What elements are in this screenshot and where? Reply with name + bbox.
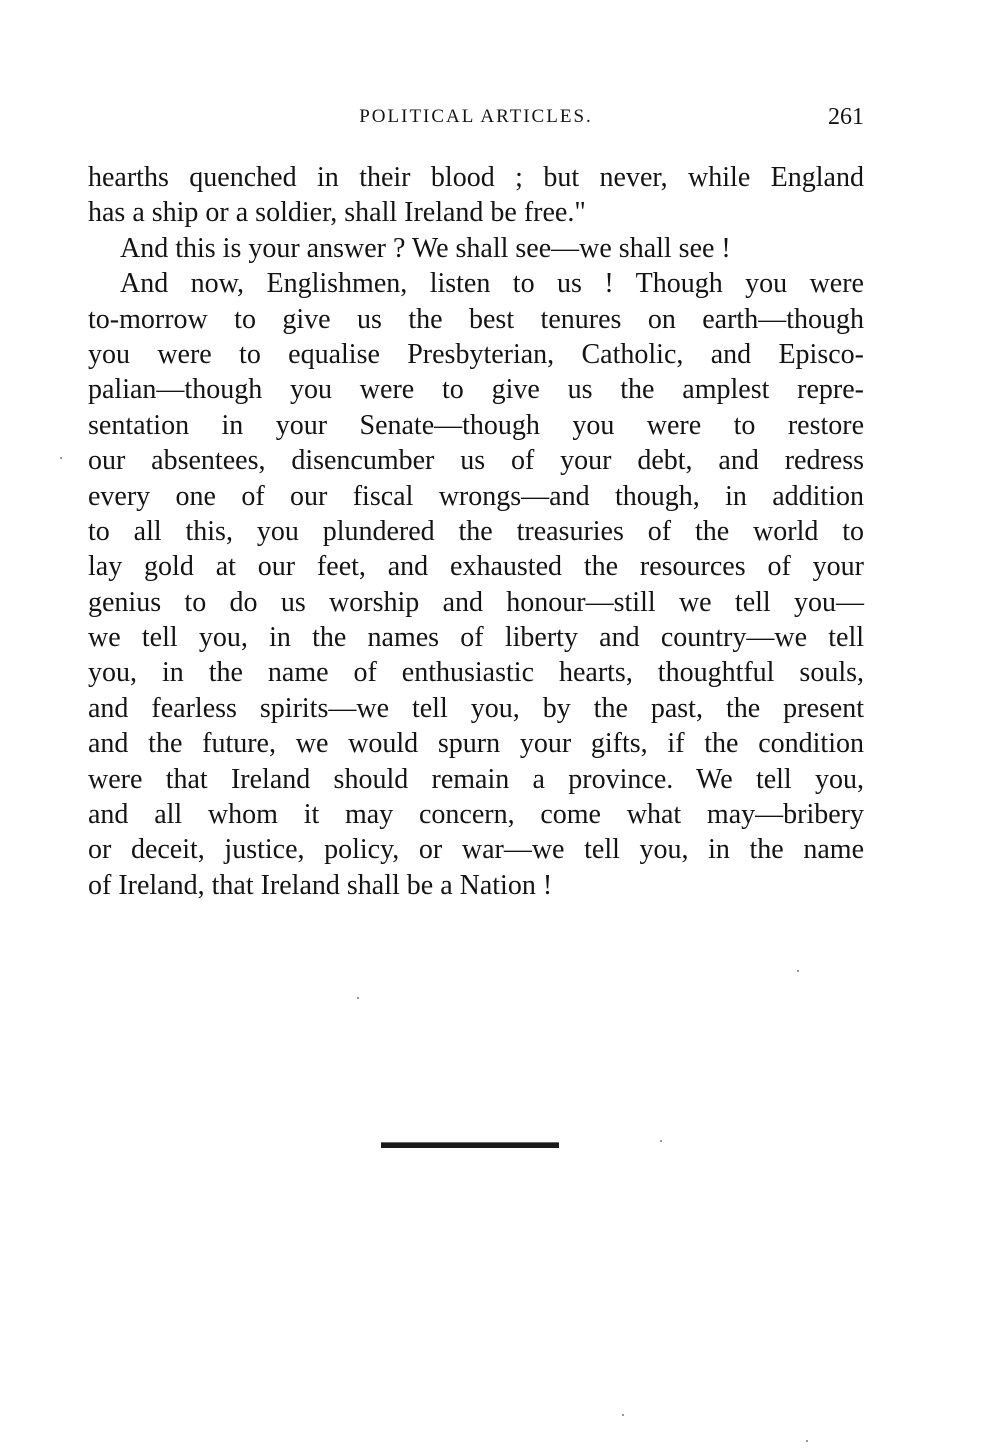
- text-line: our absentees, disencumber us of your debt, and redress: [88, 445, 864, 477]
- paper-speck: [797, 970, 799, 972]
- text-line: lay gold at our feet, and exhausted the resources of your: [88, 551, 864, 583]
- text-line: every one of our fiscal wrongs—and though, in addition: [88, 480, 864, 512]
- text-line: sentation in your Senate—though you were to restore: [88, 409, 864, 441]
- text-line: palian—though you were to give us the amplest repre-: [88, 374, 864, 406]
- text-line: of Ireland, that Ireland shall be a Nation !: [88, 869, 553, 901]
- paper-speck: [622, 1414, 624, 1416]
- page-number: 261: [828, 104, 864, 130]
- paper-speck: [60, 457, 62, 459]
- text-line: you, in the name of enthusiastic hearts, thoughtful souls,: [88, 657, 864, 689]
- running-head: [88, 102, 864, 132]
- text-line: or deceit, justice, policy, or war—we tell you, in the name: [88, 834, 864, 866]
- text-line: hearths quenched in their blood ; but never, while England: [88, 162, 864, 193]
- text-line: and fearless spirits—we tell you, by the past, the present: [88, 692, 864, 724]
- text-line: to-morrow to give us the best tenures on earth—though: [88, 303, 864, 335]
- text-line: has a ship or a soldier, shall Ireland be free.": [88, 197, 586, 229]
- end-rule: [381, 1142, 559, 1148]
- text-line: we tell you, in the names of liberty and country—we tell: [88, 622, 864, 654]
- running-title: POLITICAL ARTICLES.: [359, 106, 593, 127]
- text-line: and the future, we would spurn your gifts, if the condition: [88, 728, 864, 760]
- paper-speck: [660, 1140, 662, 1142]
- text-line: And this is your answer ? We shall see—we shall see !: [120, 232, 731, 264]
- text-line: were that Ireland should remain a province. We tell you,: [88, 763, 864, 795]
- text-line: to all this, you plundered the treasuries of the world to: [88, 515, 864, 547]
- paper-speck: [806, 1440, 808, 1442]
- text-line: and all whom it may concern, come what may—bribery: [88, 799, 864, 831]
- text-line: genius to do us worship and honour—still we tell you—: [88, 586, 864, 618]
- text-line: And now, Englishmen, listen to us ! Though you were: [120, 268, 864, 300]
- body-text: [88, 160, 864, 903]
- paper-speck: [357, 997, 359, 999]
- text-line: you were to equalise Presbyterian, Catholic, and Episco-: [88, 338, 864, 370]
